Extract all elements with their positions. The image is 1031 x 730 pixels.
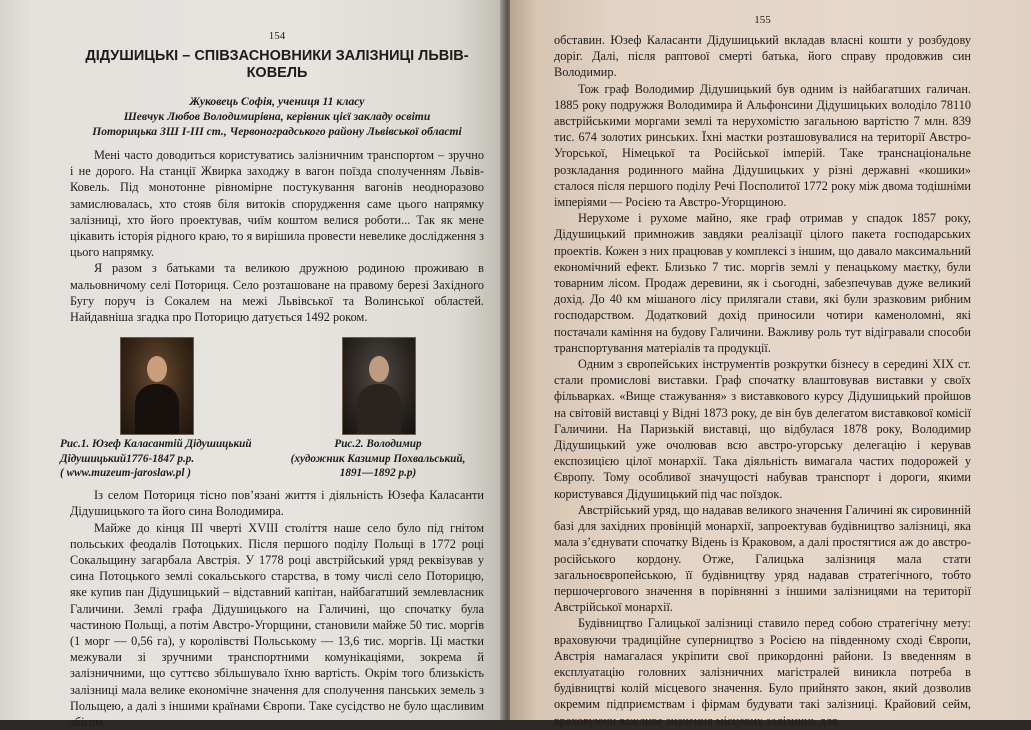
byline-author: Жуковець Софія, учениця 11 класу [189, 95, 365, 108]
right-page [510, 0, 1031, 728]
paragraph: Одним з європейських інструментів розкрутки бізнесу в середині ХІХ ст. стали промислові виставки. Граф спочатку влаштовував виставки у своїх фільварках. «Вище стажування» з виставкового курсу Дідушицький пройшов на світовій виставці у Відні 1873 року, де він був делегатом виставкової комісії Галичини. На Паризькій виставці, що відбулася 1878 року, Володимир Дідушицький уже очолював всю австро-угорську делегацію і керував експозицією цілої монархії. Така діяльність вимагала частих подорожей у Європу. Тому особливої значущості набував транспорт і дороги, якими користувався Дідушицький під час поїздок. [554, 357, 971, 501]
page-number-left: 154 [268, 30, 286, 42]
caption-line: ( www.muzeum-jaroslaw.pl ) [60, 467, 191, 480]
body-text-left [70, 487, 484, 730]
article-title: ДІДУШИЦЬКІ – СПІВЗАСНОВНИКИ ЗАЛІЗНИЦІ ЛЬВІВ-КОВЕЛЬ [85, 48, 469, 81]
paragraph: Мені часто доводиться користуватись залізничним транспортом – зручно і не дорого. На станції Жвирка заходжу в вагон поїзда сполученням Львів-Ковель. Під монотонне рівномірне постукування вагонів неодноразово замислювалась, хто стояв біля витоків спорудження саме цього напрямку залізниці, хто його проектував, чиїм коштом велися роботи... Так як мене цікавить історія рідного краю, то я вирішила провести невелике дослідження з цього напрямку. [70, 148, 484, 260]
paragraph: обставин. Юзеф Каласанти Дідушицький вкладав власні кошти у розбудову доріг. Далі, після раптової смерті батька, його справу продовжив син Володимир. [554, 33, 971, 80]
caption-line: Рис.1. Юзеф Каласантій Дідушицький [60, 438, 252, 451]
paragraph: Я разом з батьками та великою дружною родиною проживаю в мальовничому селі Поториця. Село розташоване на правому березі Західного Бугу поруч із Сокалем на межі Львівської та Волинської областей. Найдавніша згадка про Поторицю датується 1492 роком. [70, 261, 484, 325]
paragraph: Будівництво Галицької залізниці ставило перед собою стратегічну мету: враховуючи традиційне суперництво з Росією на південному сході Європи, Австрія намагалася укріпити свої прикордонні райони. Із введенням в експлуатацію головних залізничних магістралей виникла потреба в будівництві колій місцевого значення. Було прийнято закон, який дозволив окремим підприємствам і фірмам будувати такі залізниці. Крайовий сейм, враховуючи важливе значення місцевих залізниць для [554, 616, 971, 728]
paragraph: Майже до кінця ІІІ чверті ХVІІІ століття наше село було під гнітом польських феодалів Потоцьких. Після першого поділу Польщі в 1772 році Сокальщину загарбала Австрія. У 1778 році австрійський уряд реквізував у сина Потоцького землі сокальського старства, в тому числі село Поторицю, яке купив пан Дідушицький – відставний капітан, найбагатший землевласник Галичини. Землі графа Дідушицького на Галичині, що спочатку була частиною Польщі, а потім Австро-Угорщини, становили майже 50 тис. моргів (1 морг — 0,56 га), у королівстві Польському — 13,6 тис. моргів. Ці мастки межували зі зручними транспортними комунікаціями, зокрема й залізничними, що суттєво збільшувало їхню вартість. Окрім того близькість залізниці мала велике економічне значення для сполучення панських земель з Польщею, а далі з іншими країнами Європи. Таке сусідство не було щасливим збігом [70, 520, 484, 730]
figures [60, 337, 484, 487]
caption-line: Рис.2. Володимир [334, 438, 422, 451]
figure-caption-1 [60, 437, 260, 481]
intro-text [70, 147, 484, 325]
paragraph: Із селом Поториця тісно пов’язані життя і діяльність Юзефа Каласанти Дідушицького та його сина Володимира. [70, 488, 484, 519]
byline [70, 94, 484, 139]
caption-line: Дідушицький1776-1847 р.р. [60, 452, 195, 465]
byline-school: Поторицька ЗШ І-ІІІ ст., Червоноградського району Львівської області [92, 125, 462, 138]
page-number-right: 155 [754, 14, 771, 26]
paragraph: Австрійський уряд, що надавав великого значення Галичині як сировинній базі для західних провінцій монархії, запроектував будівництво залізниці, яка мала з’єднувати спочатку Відень із Краковом, а далі простягтися аж до австро-російського кордону. Отже, Галицька залізниця мала стати загальноєвропейською, її будівництву уряд надавав стратегічного, тобто першочергового значення в порівнянні з іншими залізницями на території Австрійської монархії. [554, 502, 971, 615]
left-page [0, 0, 506, 730]
portrait-image-2 [342, 337, 416, 435]
byline-supervisor: Шевчук Любов Володимирівна, керівник цієї закладу освіти [123, 110, 431, 123]
portrait-image-1 [120, 337, 194, 435]
figure-caption-2 [270, 437, 486, 481]
caption-line: (художник Казимир Похвальський, [290, 452, 466, 465]
caption-line: 1891—1892 р.р) [339, 467, 417, 480]
paragraph: Нерухоме і рухоме майно, яке граф отримав у спадок 1857 року, Дідушицький примножив завдяки реалізації цілого пакета господарських проектів. Кожен з них працював у комплексі з іншим, що давало максимальний економічний ефект. Близько 7 тис. моргів землі у пенацькому маєтку, були товарним лісом. Продаж деревини, як і сьогодні, забезпечував дуже великий дохід. До 40 км мішаного лісу прилягали стави, які були зразковим рибним господарством. Додатковий дохід приносили чотири каменоломні, які постачали каміння на будову Галичини. Важливу роль тут відігравали способи транспортування матеріалів та продукції. [554, 211, 971, 355]
paragraph: Тож граф Володимир Дідушицький був одним із найбагатших галичан. 1885 року подружжя Володимира й Альфонсини Дідушицьких володіло 78110 австрійськими моргами землі та нерухомістю загальною вартістю 7 млн. 839 тис. 674 золотих ринських. Їхні мастки розташовувалися на території Австро-Угорської, Німецької та Російської імперій. Таке транснаціональне розкладання родинного майна Дідушицьких у різні державні «кошики» сталося після першого поділу Речі Посполитої 1772 року між двома тодішніми імперіями — Росією та Австро-Угорщиною. [554, 81, 971, 210]
body-text-right [554, 32, 971, 729]
